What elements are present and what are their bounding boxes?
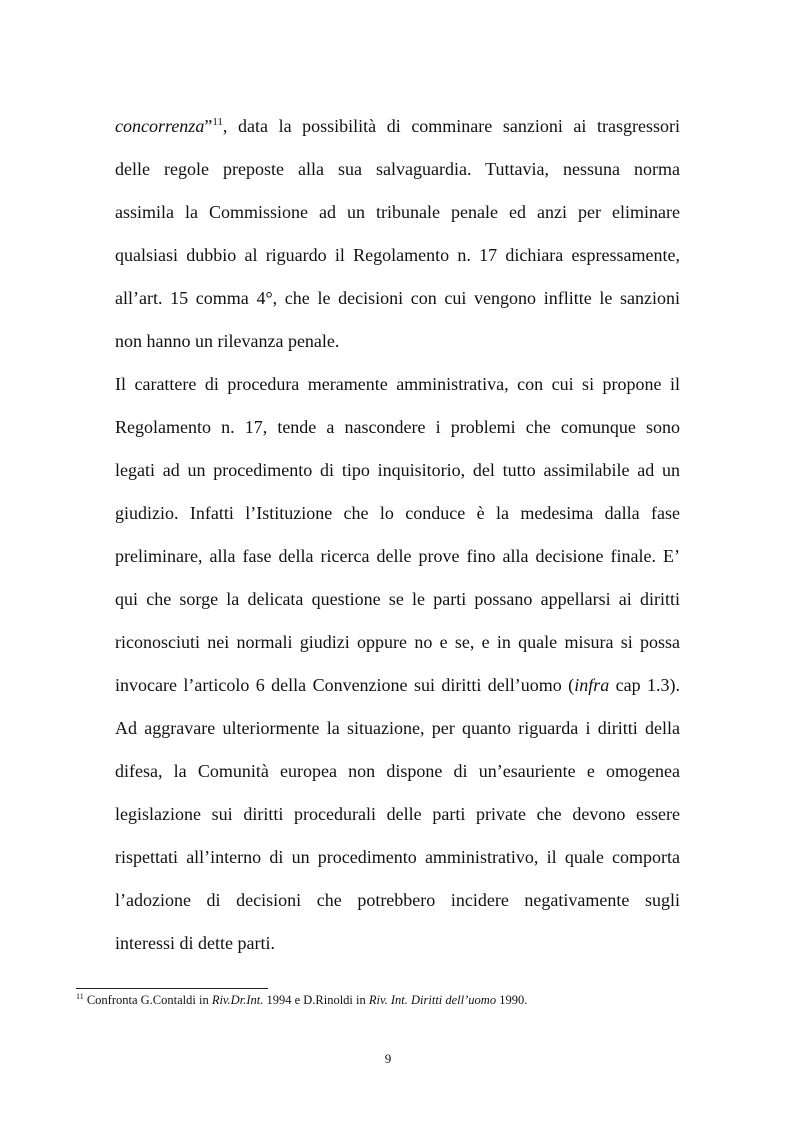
body-line-20: interessi di dette parti. [115,933,275,953]
footnote-reference[interactable]: 11 [212,116,223,128]
italic-infra: infra [574,675,610,695]
body-line-2: delle regole preposte alla sua salvaguardia. Tuttavia, nessuna norma [115,159,680,179]
footnote-text-c: 1990. [496,993,528,1007]
body-line-13: riconosciuti nei normali giudizi oppure no e se, e in quale misura si possa [115,632,680,652]
body-line-6: non hanno un rilevanza penale. [115,331,340,351]
body-line-8: Regolamento n. 17, tende a nascondere i problemi che comunque sono [115,417,680,437]
body-line-16: difesa, la Comunità europea non dispone di un’esauriente e omogenea [115,761,680,781]
body-line-7: Il carattere di procedura meramente amministrativa, con cui si propone il [115,374,680,394]
body-line-11: preliminare, alla fase della ricerca delle prove fino alla decisione finale. E’ [115,546,680,566]
body-line-14 [115,674,680,696]
body-line-19: l’adozione di decisioni che potrebbero incidere negativamente sugli [115,890,680,910]
body-line-9: legati ad un procedimento di tipo inquisitorio, del tutto assimilabile ad un [115,460,680,480]
body-line-1 [115,115,680,137]
footnote-text-a: Confronta G.Contaldi in [83,993,212,1007]
body-line-14-start: invocare l’articolo 6 della Convenzione sui diritti dell’uomo ( [115,675,575,695]
body-line-3: assimila la Commissione ad un tribunale penale ed anzi per eliminare [115,202,680,222]
body-line-1-rest: , data la possibilità di comminare sanzioni ai trasgressori [222,116,680,136]
body-line-12: qui che sorge la delicata questione se le parti possano appellarsi ai diritti [115,589,680,609]
body-line-4: qualsiasi dubbio al riguardo il Regolamento n. 17 dichiara espressamente, [115,245,680,265]
footnote-separator [76,988,268,989]
body-line-18: rispettati all’interno di un procedimento amministrativo, il quale comporta [115,847,680,867]
footnote-journal-1: Riv.Dr.Int. [211,993,264,1007]
footnote-text-b: 1994 e D.Rinoldi in [263,993,369,1007]
body-line-14-end: cap 1.3). [609,675,681,695]
body-line-10: giudizio. Infatti l’Istituzione che lo conduce è la medesima dalla fase [115,503,680,523]
italic-term: concorrenza [115,116,205,136]
body-line-17: legislazione sui diritti procedurali delle parti private che devono essere [115,804,680,824]
closing-quote: ” [204,116,213,136]
footnote-journal-2: Riv. Int. Diritti dell’uomo [368,993,497,1007]
footnote [76,992,696,1008]
page-number: 9 [384,1051,392,1066]
footnote-number: 11 [76,991,84,1001]
body-line-5: all’art. 15 comma 4°, che le decisioni con cui vengono inflitte le sanzioni [115,288,680,308]
body-line-15: Ad aggravare ulteriormente la situazione, per quanto riguarda i diritti della [115,718,680,738]
